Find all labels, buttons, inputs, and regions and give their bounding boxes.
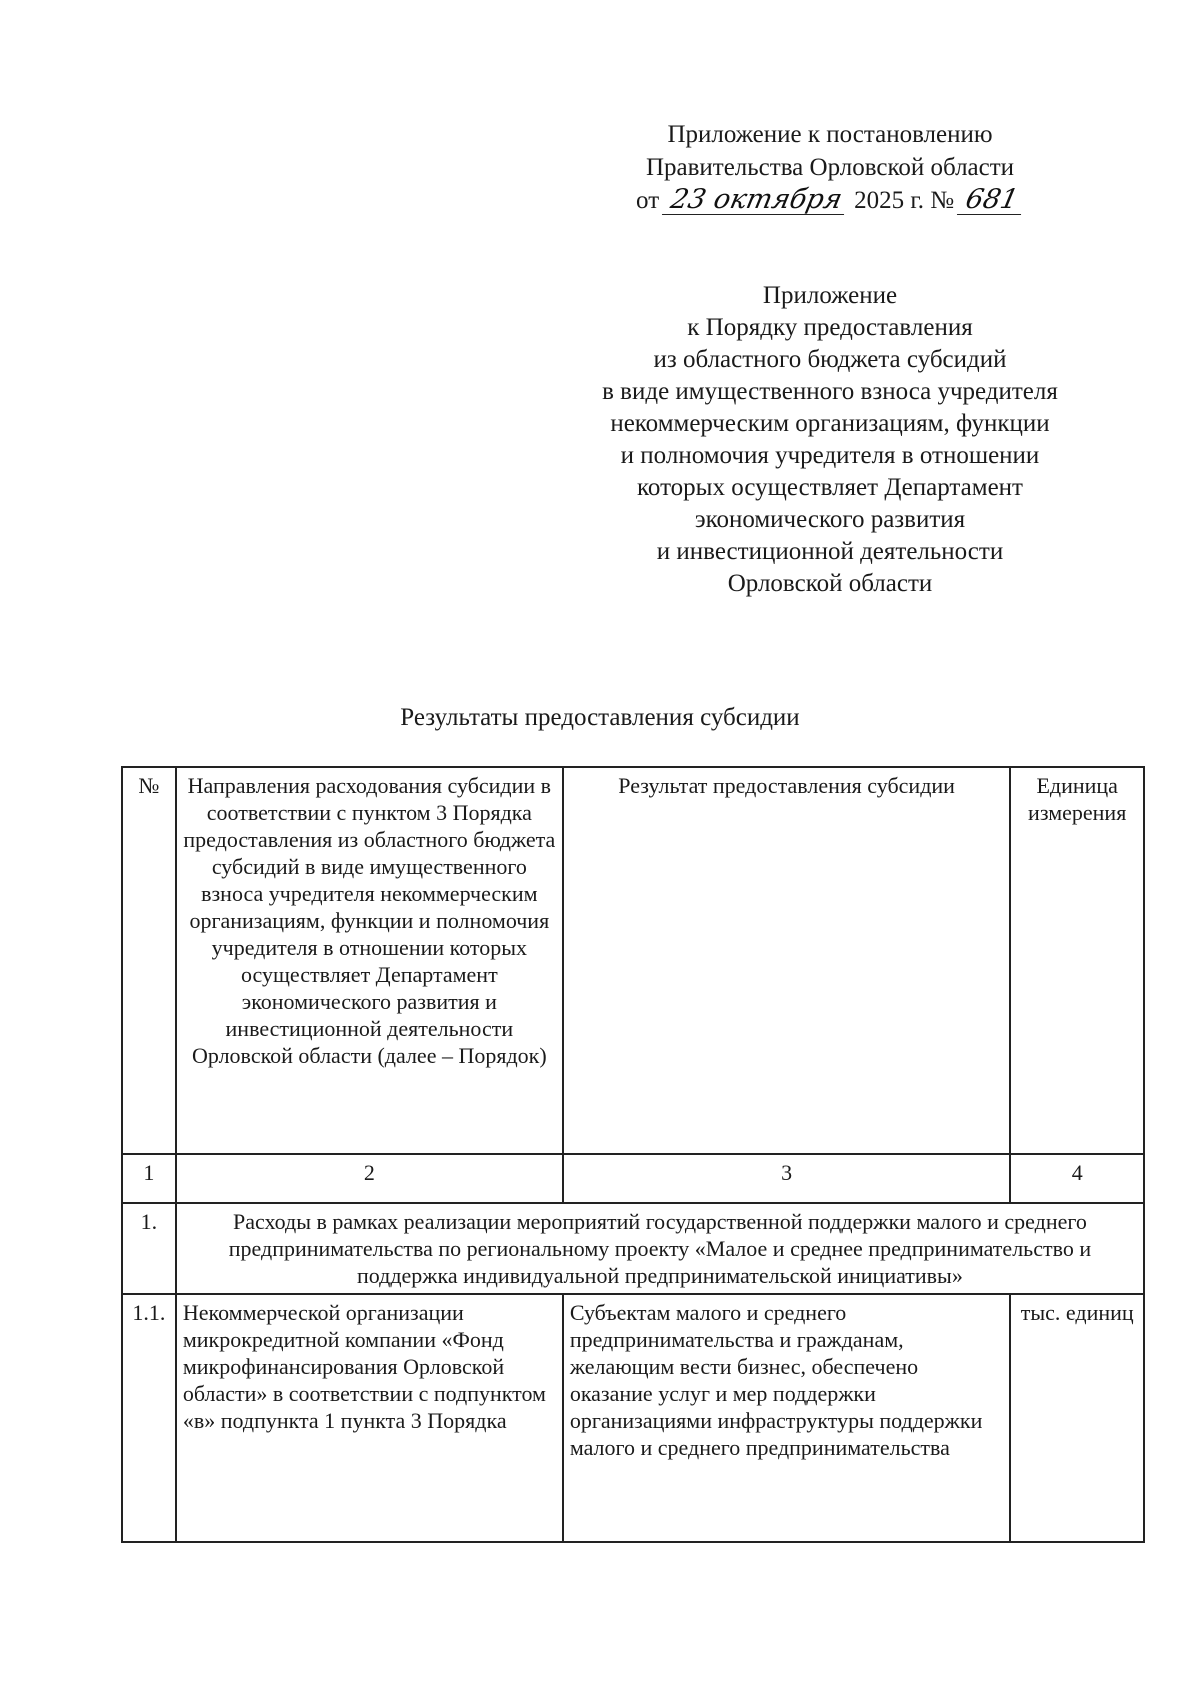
section-text: Расходы в рамках реализации мероприятий государственной поддержки малого и среднего предпринимательства по региональному проекту «Малое и среднее предпринимательство и поддержка индивидуальной предпринимательской инициативы» bbox=[176, 1203, 1144, 1294]
index-cell: 3 bbox=[563, 1154, 1011, 1203]
item-result: Субъектам малого и среднего предпринимательства и гражданам, желающим вести бизнес, обеспечено оказание услуг и мер поддержки организациями инфраструктуры поддержки малого и среднего предпринимательства bbox=[563, 1294, 1011, 1542]
approval-year: 2025 г. № bbox=[854, 187, 955, 214]
approval-line-2: Правительства Орловской области bbox=[645, 154, 1015, 181]
index-cell: 2 bbox=[176, 1154, 563, 1203]
appendix-line: Орловской области bbox=[727, 570, 933, 597]
header-unit: Единица измерения bbox=[1010, 767, 1144, 1154]
appendix-line: и полномочия учредителя в отношении bbox=[620, 442, 1040, 469]
section-num: 1. bbox=[122, 1203, 176, 1294]
table-row bbox=[122, 1294, 1144, 1542]
index-cell: 1 bbox=[122, 1154, 176, 1203]
item-num: 1.1. bbox=[122, 1294, 176, 1542]
approval-dateline bbox=[636, 184, 1024, 217]
table-section-row bbox=[122, 1203, 1144, 1294]
results-table bbox=[121, 766, 1145, 1543]
appendix-line: и инвестиционной деятельности bbox=[656, 538, 1004, 565]
item-direction: Некоммерческой организации микрокредитной компании «Фонд микрофинансирования Орловской области» в соответствии с подпунктом «в» подпункта 1 пункта 3 Порядка bbox=[176, 1294, 563, 1542]
approval-prefix: от bbox=[636, 187, 660, 214]
header-num: № bbox=[122, 767, 176, 1154]
item-unit: тыс. единиц bbox=[1010, 1294, 1144, 1542]
appendix-line: экономического развития bbox=[694, 506, 966, 533]
appendix-line: которых осуществляет Департамент bbox=[637, 474, 1023, 501]
document-title: Результаты предоставления субсидии bbox=[400, 704, 800, 731]
header-result: Результат предоставления субсидии bbox=[563, 767, 1011, 1154]
appendix-line: из областного бюджета субсидий bbox=[653, 346, 1007, 373]
appendix-line: в виде имущественного взноса учредителя bbox=[602, 378, 1058, 405]
approval-block bbox=[560, 118, 1100, 217]
appendix-line: Приложение bbox=[762, 282, 898, 309]
handwritten-number: 681 bbox=[957, 186, 1027, 215]
table-header-row bbox=[122, 767, 1144, 1154]
appendix-line: к Порядку предоставления bbox=[687, 314, 973, 341]
header-direction: Направления расходования субсидии в соответствии с пунктом 3 Порядка предоставления из областного бюджета субсидий в виде имущественного взноса учредителя некоммерческим организациям, функции и полномочия учредителя в отношении которых осуществляет Департамент экономического развития и инвестиционной деятельности Орловской области (далее – Порядок) bbox=[176, 767, 563, 1154]
appendix-block bbox=[560, 280, 1100, 600]
index-cell: 4 bbox=[1010, 1154, 1144, 1203]
handwritten-date: 23 октября bbox=[662, 186, 851, 215]
approval-line-1: Приложение к постановлению bbox=[667, 121, 993, 148]
table-index-row bbox=[122, 1154, 1144, 1203]
appendix-line: некоммерческим организациям, функции bbox=[610, 410, 1050, 437]
